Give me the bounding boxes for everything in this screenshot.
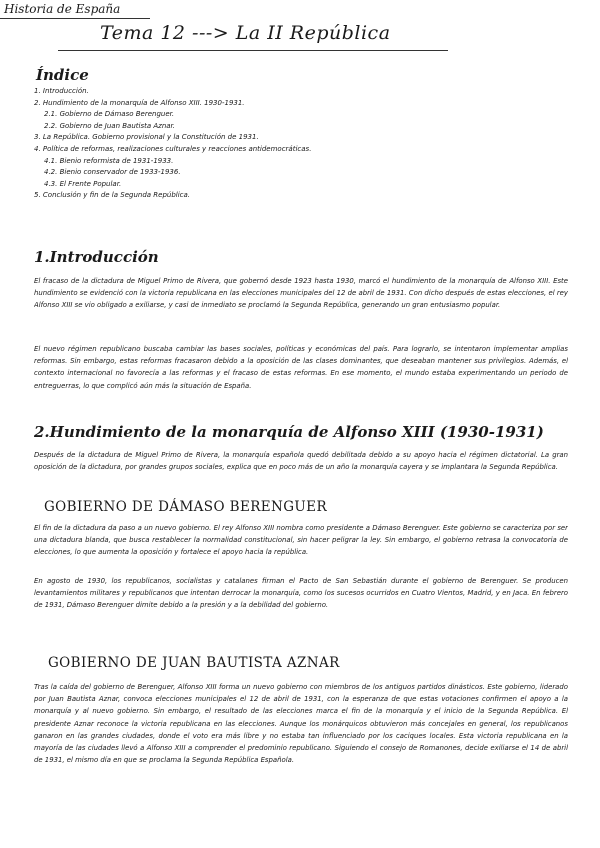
toc-item: 2. Hundimiento de la monarquía de Alfonso XIII. 1930-1931.	[34, 98, 245, 107]
toc-subitem: 4.3. El Frente Popular.	[44, 179, 122, 188]
toc-subitem: 4.2. Bienio conservador de 1933-1936.	[44, 168, 181, 177]
subsection-heading-aznar: GOBIERNO DE JUAN BAUTISTA AZNAR	[48, 655, 340, 671]
section-heading-hundimiento: 2.Hundimiento de la monarquía de Alfonso XIII (1930-1931)	[34, 423, 544, 441]
section-heading-introduction: 1.Introducción	[34, 248, 159, 266]
paragraph: El nuevo régimen republicano buscaba cambiar las bases sociales, políticas y económicas del país. Para lograrlo, se intentaron implementar amplias reformas. Sin embargo, estas reformas fracasaron debido a la oposición de las clases dominantes, que deseaban mantener sus privilegios. Además, el contexto internacional no favorecía a las reformas y el fracaso de estas reformas. En ese momento, el mundo estaba experimentando un periodo de entreguerras, lo que complicó aún más la situación de España.	[34, 345, 568, 390]
course-underline	[0, 18, 150, 19]
toc-subitem: 2.1. Gobierno de Dámaso Berenguer.	[44, 110, 175, 119]
paragraph: Tras la caída del gobierno de Berenguer, Alfonso XIII forma un nuevo gobierno con miembros de los antiguos partidos dinásticos. Este gobierno, liderado por Juan Bautista Aznar, convoca elecciones municipales el 12 de abril de 1931, con la esperanza de que estas votaciones confirmen el apoyo a la monarquía y al nuevo gobierno. Sin embargo, el resultado de las elecciones marca el fin de la monarquía y el inicio de la Segunda República. El presidente Aznar reconoce la victoria republicana en las elecciones. Aunque los monárquicos obtuvieron más concejales en general, los republicanos ganaron en las grandes ciudades, donde el voto era más libre y no estaba tan influenciado por los caciques locales. Esta victoria republicana en la mayoría de las ciudades llevó a Alfonso XIII a comprender el predominio republicano. Siguiendo el consejo de Romanones, decide exiliarse el 14 de abril de 1931, el mismo día en que se proclama la Segunda República Española.	[34, 683, 568, 765]
title-underline	[58, 50, 448, 51]
index-heading: Índice	[36, 66, 89, 84]
toc-item: 3. La República. Gobierno provisional y la Constitución de 1931.	[34, 133, 259, 142]
paragraph: Después de la dictadura de Miguel Primo de Rivera, la monarquía española quedó debilitada debido a su apoyo hacia el régimen dictatorial. La gran oposición de la dictadura, por grandes grupos sociales, explica que en poco más de un año la monarquía cayera y se implantara la Segunda República.	[34, 451, 568, 472]
page-title: Tema 12 ---> La II República	[100, 22, 391, 44]
toc-subitem: 2.2. Gobierno de Juan Bautista Aznar.	[44, 121, 176, 130]
course-label: Historia de España	[4, 2, 121, 16]
toc-item: 4. Política de reformas, realizaciones culturales y reacciones antidemocráticas.	[34, 144, 312, 153]
subsection-heading-berenguer: GOBIERNO DE DÁMASO BERENGUER	[44, 499, 328, 515]
paragraph: El fracaso de la dictadura de Miguel Primo de Rivera, que gobernó desde 1923 hasta 1930, marcó el hundimiento de la monarquía de Alfonso XIII. Este hundimiento se evidenció con la victoria republicana en las elecciones municipales del 12 de abril de 1931. Con dicho después de estas elecciones, el rey Alfonso XIII se vio obligado a exiliarse, y casi de inmediato se proclamó la Segunda República, generando un gran entusiasmo popular.	[34, 277, 568, 310]
paragraph: El fin de la dictadura da paso a un nuevo gobierno. El rey Alfonso XIII nombra como presidente a Dámaso Berenguer. Este gobierno se caracteriza por ser una dictadura blanda, que busca restablecer la normalidad constitucional, sin hacer peligrar la ley. Sin embargo, el gobierno retrasa la convocatoria de elecciones, lo que aumenta la oposición y fortalece el apoyo hacia la república.	[34, 524, 568, 557]
toc-subitem: 4.1. Bienio reformista de 1931-1933.	[44, 156, 174, 165]
toc-item: 5. Conclusión y fin de la Segunda República.	[34, 191, 191, 200]
table-of-contents	[34, 86, 564, 202]
toc-item: 1. Introducción.	[34, 87, 89, 95]
paragraph: En agosto de 1930, los republicanos, socialistas y catalanes firman el Pacto de San Sebastián durante el gobierno de Berenguer. Se producen levantamientos militares y republicanos que intentan derrocar la monarquía, como los sucesos ocurridos en Cuatro Vientos, Madrid, y en Jaca. En febrero de 1931, Dámaso Berenguer dimite debido a la presión y a la debilidad del gobierno.	[34, 577, 568, 610]
